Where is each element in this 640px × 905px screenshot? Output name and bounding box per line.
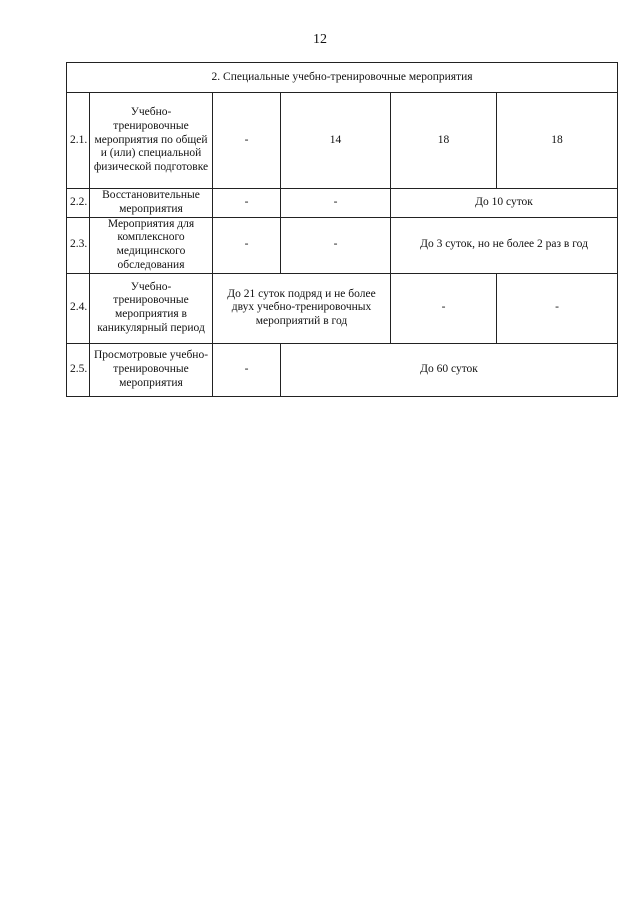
table-cell: До 21 суток подряд и не более двух учебно-тренировочных мероприятий в год bbox=[213, 273, 391, 343]
table-row bbox=[67, 217, 618, 273]
section-title: 2. Специальные учебно-тренировочные мероприятия bbox=[67, 63, 618, 93]
table-cell: 14 bbox=[281, 93, 391, 189]
table-cell: До 60 суток bbox=[281, 343, 618, 396]
table-cell: - bbox=[497, 273, 618, 343]
row-number: 2.5. bbox=[67, 343, 90, 396]
table-cell: - bbox=[213, 217, 281, 273]
table-cell: 18 bbox=[391, 93, 497, 189]
table-cell: До 10 суток bbox=[391, 189, 618, 218]
event-name: Учебно-тренировочные мероприятия в каникулярный период bbox=[90, 273, 213, 343]
table-cell: До 3 суток, но не более 2 раз в год bbox=[391, 217, 618, 273]
table-cell: - bbox=[391, 273, 497, 343]
row-number: 2.1. bbox=[67, 93, 90, 189]
table-cell: - bbox=[213, 343, 281, 396]
table-cell: - bbox=[213, 93, 281, 189]
training-events-table bbox=[66, 62, 618, 397]
table-row bbox=[67, 93, 618, 189]
event-name: Мероприятия для комплексного медицинского обследования bbox=[90, 217, 213, 273]
row-number: 2.4. bbox=[67, 273, 90, 343]
table-cell: - bbox=[213, 189, 281, 218]
page-number: 12 bbox=[313, 32, 327, 47]
table-cell: 18 bbox=[497, 93, 618, 189]
event-name: Учебно-тренировочные мероприятия по общей и (или) специальной физической подготовке bbox=[90, 93, 213, 189]
table-cell: - bbox=[281, 189, 391, 218]
row-number: 2.3. bbox=[67, 217, 90, 273]
table-row bbox=[67, 343, 618, 396]
table-cell: - bbox=[281, 217, 391, 273]
row-number: 2.2. bbox=[67, 189, 90, 218]
event-name: Восстановительные мероприятия bbox=[90, 189, 213, 218]
table-row bbox=[67, 189, 618, 218]
event-name: Просмотровые учебно-тренировочные мероприятия bbox=[90, 343, 213, 396]
table-row bbox=[67, 273, 618, 343]
